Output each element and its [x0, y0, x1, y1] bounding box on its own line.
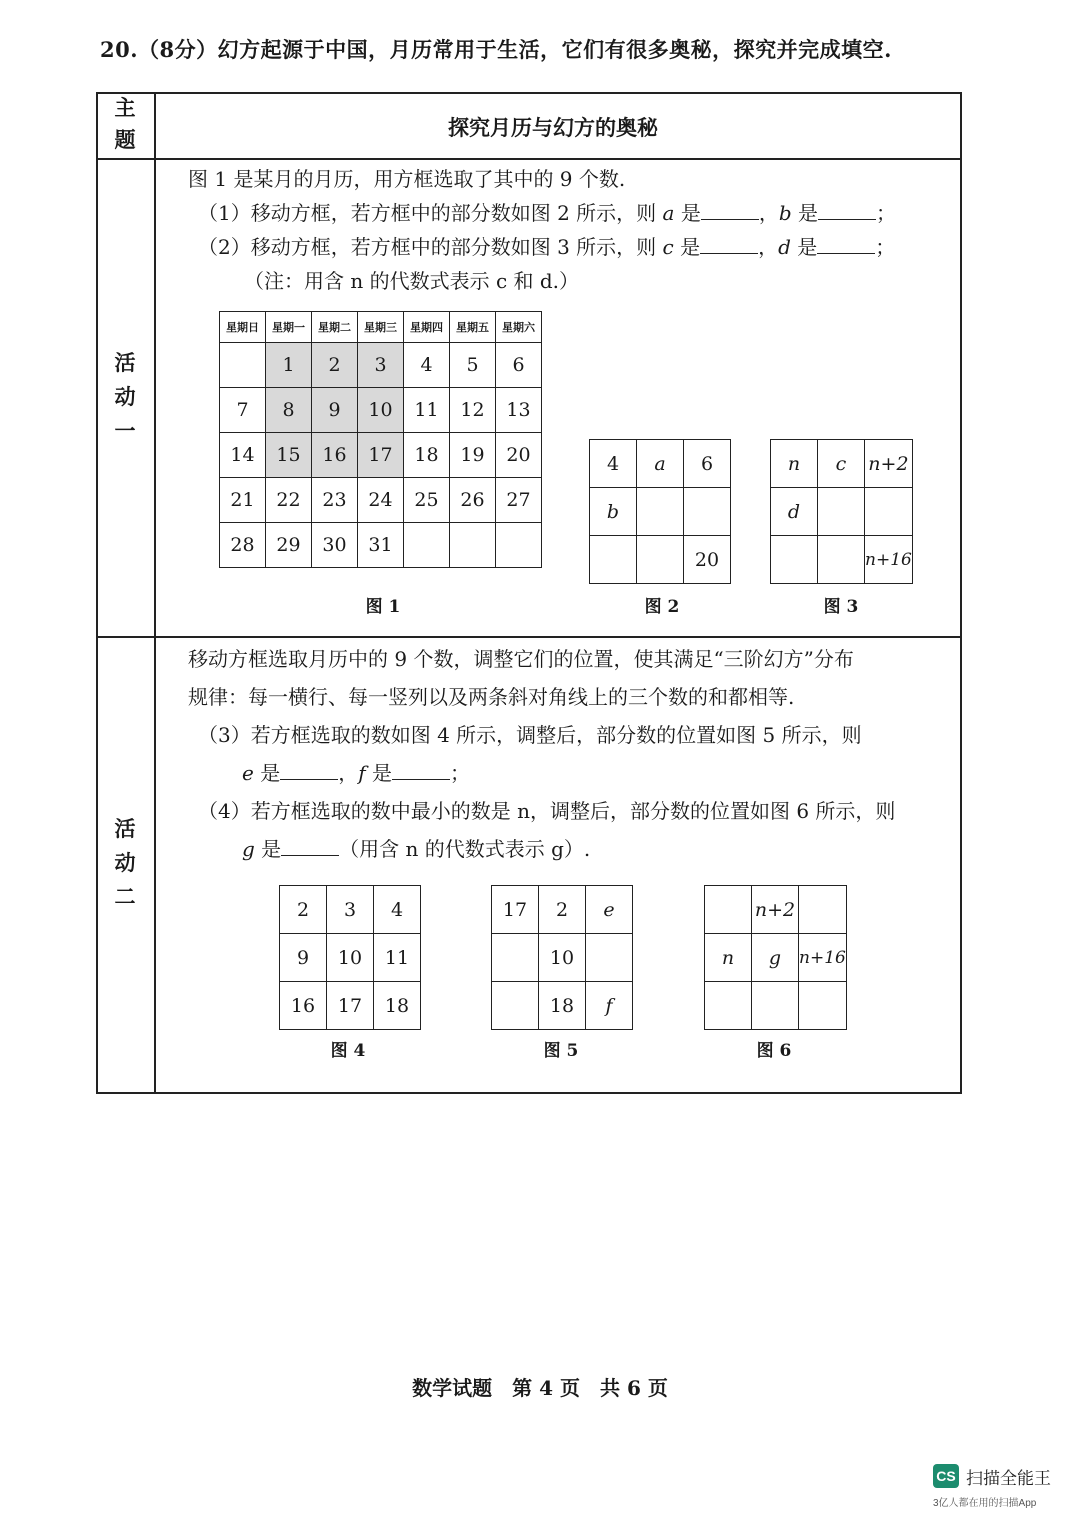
calendar-day-cell: 25	[404, 478, 450, 523]
fig6-grid	[704, 885, 847, 1030]
topic-title: 探究月历与幻方的奥秘	[448, 115, 658, 140]
activity2-label-text: 活动二	[114, 816, 136, 909]
weekday-header: 星期六	[496, 312, 542, 343]
calendar-day-cell: 15	[266, 433, 312, 478]
fig2-caption: 图 2	[644, 597, 680, 617]
fig4-row	[280, 982, 421, 1030]
weekday-header: 星期日	[220, 312, 266, 343]
fig4-cell: 17	[327, 982, 374, 1030]
fig4-cell: 9	[280, 934, 327, 982]
q3-end: ；	[449, 761, 470, 785]
calendar-day-cell: 11	[404, 388, 450, 433]
fig4-cell: 16	[280, 982, 327, 1030]
fig4-cell: 11	[374, 934, 421, 982]
calendar-day-cell: 6	[496, 343, 542, 388]
answer-blank-c[interactable]	[700, 233, 758, 254]
calendar-day-cell: 10	[358, 388, 404, 433]
calendar-day-cell: 3	[358, 343, 404, 388]
fig5-row	[492, 886, 633, 934]
activity2-label	[96, 812, 154, 914]
fig4-caption: 图 4	[330, 1041, 366, 1061]
q1-mid2: 是	[791, 201, 818, 225]
q4-mid: 是	[254, 837, 282, 861]
answer-blank-b[interactable]	[818, 199, 876, 220]
fig2-cell: 6	[684, 440, 731, 488]
fig5-cell: 2	[539, 886, 586, 934]
calendar-day-cell	[496, 523, 542, 568]
fig2-row	[590, 536, 731, 584]
calendar-day-cell: 1	[266, 343, 312, 388]
answer-blank-f[interactable]	[392, 759, 450, 780]
calendar-day-cell: 28	[220, 523, 266, 568]
question-4-line1: （4）若方框选取的数中最小的数是 n，调整后，部分数的位置如图 6 所示，则	[198, 799, 896, 823]
question-2	[198, 230, 895, 264]
calendar-day-cell: 29	[266, 523, 312, 568]
calendar-week-row	[220, 343, 542, 388]
calendar-day-cell: 31	[358, 523, 404, 568]
calendar-day-cell: 2	[312, 343, 358, 388]
scanner-logo-icon: CS	[933, 1464, 959, 1488]
q2-prefix: （2）移动方框，若方框中的部分数如图 3 所示，则	[198, 235, 663, 259]
calendar-day-cell: 5	[450, 343, 496, 388]
q1-prefix: （1）移动方框，若方框中的部分数如图 2 所示，则	[198, 201, 663, 225]
calendar-day-cell: 19	[450, 433, 496, 478]
fig6-row	[705, 886, 847, 934]
question-1	[198, 196, 896, 230]
fig3-cell	[818, 488, 865, 536]
fig5-cell: 17	[492, 886, 539, 934]
answer-blank-g[interactable]	[281, 835, 339, 856]
fig4-cell: 2	[280, 886, 327, 934]
header-label-text: 主题	[114, 95, 136, 152]
fig3-cell: n+2	[865, 440, 913, 488]
q1-end: ；	[876, 201, 896, 225]
answer-blank-a[interactable]	[701, 199, 759, 220]
activity2-intro-line1: 移动方框选取月历中的 9 个数，调整它们的位置，使其满足“三阶幻方”分布	[188, 647, 854, 671]
fig3-cell: n	[771, 440, 818, 488]
calendar-day-cell: 20	[496, 433, 542, 478]
calendar-week-row	[220, 388, 542, 433]
scanner-tagline: 3亿人都在用的扫描App	[933, 1498, 1037, 1509]
calendar-day-cell: 18	[404, 433, 450, 478]
var-g: g	[242, 837, 255, 861]
fig6-caption: 图 6	[756, 1041, 792, 1061]
var-e: e	[242, 761, 254, 785]
fig4-cell: 4	[374, 886, 421, 934]
fig5-cell	[492, 934, 539, 982]
fig5-cell: 10	[539, 934, 586, 982]
fig5-cell: f	[586, 982, 633, 1030]
calendar-day-cell: 12	[450, 388, 496, 433]
fig6-cell	[705, 982, 752, 1030]
fig3-grid	[770, 439, 913, 584]
fig5-row	[492, 982, 633, 1030]
fig3-row	[771, 536, 913, 584]
activity1-intro: 图 1 是某月的月历，用方框选取了其中的 9 个数.	[188, 167, 626, 191]
q2-sep: ，	[758, 235, 779, 259]
calendar-day-cell: 13	[496, 388, 542, 433]
fig5-cell	[492, 982, 539, 1030]
fig6-cell	[799, 982, 847, 1030]
table-column-divider	[154, 92, 156, 1094]
fig2-grid	[589, 439, 731, 584]
weekday-header: 星期五	[450, 312, 496, 343]
fig2-cell	[590, 536, 637, 584]
fig4-grid	[279, 885, 421, 1030]
fig5-cell	[586, 934, 633, 982]
question-4-line2	[242, 832, 590, 866]
fig5-caption: 图 5	[543, 1041, 579, 1061]
weekday-header: 星期四	[404, 312, 450, 343]
q4-end: （用含 n 的代数式表示 g）.	[339, 837, 591, 861]
question-3-line2	[242, 756, 470, 790]
calendar-day-cell	[404, 523, 450, 568]
q2-mid: 是	[673, 235, 701, 259]
fig4-cell: 3	[327, 886, 374, 934]
fig6-cell: n+16	[799, 934, 847, 982]
q3-mid: 是	[253, 761, 281, 785]
answer-blank-e[interactable]	[280, 759, 338, 780]
answer-blank-d[interactable]	[817, 233, 875, 254]
weekday-header: 星期一	[266, 312, 312, 343]
fig4-row	[280, 886, 421, 934]
q2-end: ；	[875, 235, 896, 259]
fig2-cell: 20	[684, 536, 731, 584]
header-label	[96, 92, 154, 156]
weekday-header: 星期二	[312, 312, 358, 343]
var-a: a	[662, 201, 675, 225]
var-c: c	[662, 235, 674, 259]
question-3-line1: （3）若方框选取的数如图 4 所示，调整后，部分数的位置如图 5 所示，则	[198, 723, 862, 747]
fig5-grid	[491, 885, 633, 1030]
activity1-label	[96, 346, 154, 448]
calendar-day-cell: 4	[404, 343, 450, 388]
fig5-cell: e	[586, 886, 633, 934]
fig3-caption: 图 3	[823, 597, 859, 617]
q1-sep: ，	[758, 201, 779, 225]
calendar-day-cell: 9	[312, 388, 358, 433]
fig6-row	[705, 982, 847, 1030]
var-f: f	[358, 761, 366, 785]
calendar-day-cell: 16	[312, 433, 358, 478]
fig6-cell	[705, 886, 752, 934]
calendar-day-cell: 8	[266, 388, 312, 433]
var-b: b	[778, 201, 792, 225]
note-text: （注：用含 n 的代数式表示 c 和 d.）	[244, 269, 580, 293]
calendar-day-cell: 22	[266, 478, 312, 523]
fig1-caption: 图 1	[365, 597, 401, 617]
fig6-cell	[752, 982, 799, 1030]
fig3-cell	[818, 536, 865, 584]
fig3-cell	[865, 488, 913, 536]
calendar-day-cell: 21	[220, 478, 266, 523]
var-d: d	[778, 235, 791, 259]
fig6-cell	[799, 886, 847, 934]
activity2-intro-line2: 规律：每一横行、每一竖列以及两条斜对角线上的三个数的和都相等.	[188, 685, 795, 709]
fig2-row	[590, 440, 731, 488]
fig2-row	[590, 488, 731, 536]
table-row-divider	[96, 636, 962, 638]
fig3-cell	[771, 536, 818, 584]
calendar-day-cell: 27	[496, 478, 542, 523]
calendar-week-row	[220, 523, 542, 568]
calendar-week-row	[220, 478, 542, 523]
q3-mid2: 是	[365, 761, 392, 785]
q3-sep: ，	[338, 761, 359, 785]
calendar-week-row	[220, 433, 542, 478]
fig3-row	[771, 488, 913, 536]
fig2-cell: b	[590, 488, 637, 536]
activity1-label-text: 活动一	[114, 350, 136, 443]
fig3-cell: d	[771, 488, 818, 536]
fig4-cell: 18	[374, 982, 421, 1030]
calendar-day-cell: 30	[312, 523, 358, 568]
weekday-header: 星期三	[358, 312, 404, 343]
fig2-cell	[684, 488, 731, 536]
fig3-row	[771, 440, 913, 488]
fig6-cell: n+2	[752, 886, 799, 934]
fig3-cell: c	[818, 440, 865, 488]
fig5-cell: 18	[539, 982, 586, 1030]
calendar-day-cell	[220, 343, 266, 388]
q2-mid2: 是	[790, 235, 818, 259]
fig4-cell: 10	[327, 934, 374, 982]
calendar-day-cell: 7	[220, 388, 266, 433]
q1-mid: 是	[674, 201, 701, 225]
fig4-row	[280, 934, 421, 982]
calendar-day-cell: 24	[358, 478, 404, 523]
table-row-divider	[96, 158, 962, 160]
fig5-row	[492, 934, 633, 982]
fig2-cell	[637, 488, 684, 536]
scanner-app-name: 扫描全能王	[966, 1469, 1051, 1488]
fig6-row	[705, 934, 847, 982]
fig2-cell: a	[637, 440, 684, 488]
calendar-figure	[219, 311, 542, 568]
fig3-cell: n+16	[865, 536, 913, 584]
calendar-day-cell: 26	[450, 478, 496, 523]
calendar-day-cell: 23	[312, 478, 358, 523]
fig2-cell	[637, 536, 684, 584]
calendar-day-cell: 17	[358, 433, 404, 478]
fig6-cell: g	[752, 934, 799, 982]
page-footer: 数学试题 第 4 页 共 6 页	[412, 1376, 668, 1400]
question-title: 20.（8分）幻方起源于中国，月历常用于生活，它们有很多奥秘，探究并完成填空.	[100, 37, 892, 62]
fig6-cell: n	[705, 934, 752, 982]
calendar-day-cell	[450, 523, 496, 568]
calendar-day-cell: 14	[220, 433, 266, 478]
fig2-cell: 4	[590, 440, 637, 488]
